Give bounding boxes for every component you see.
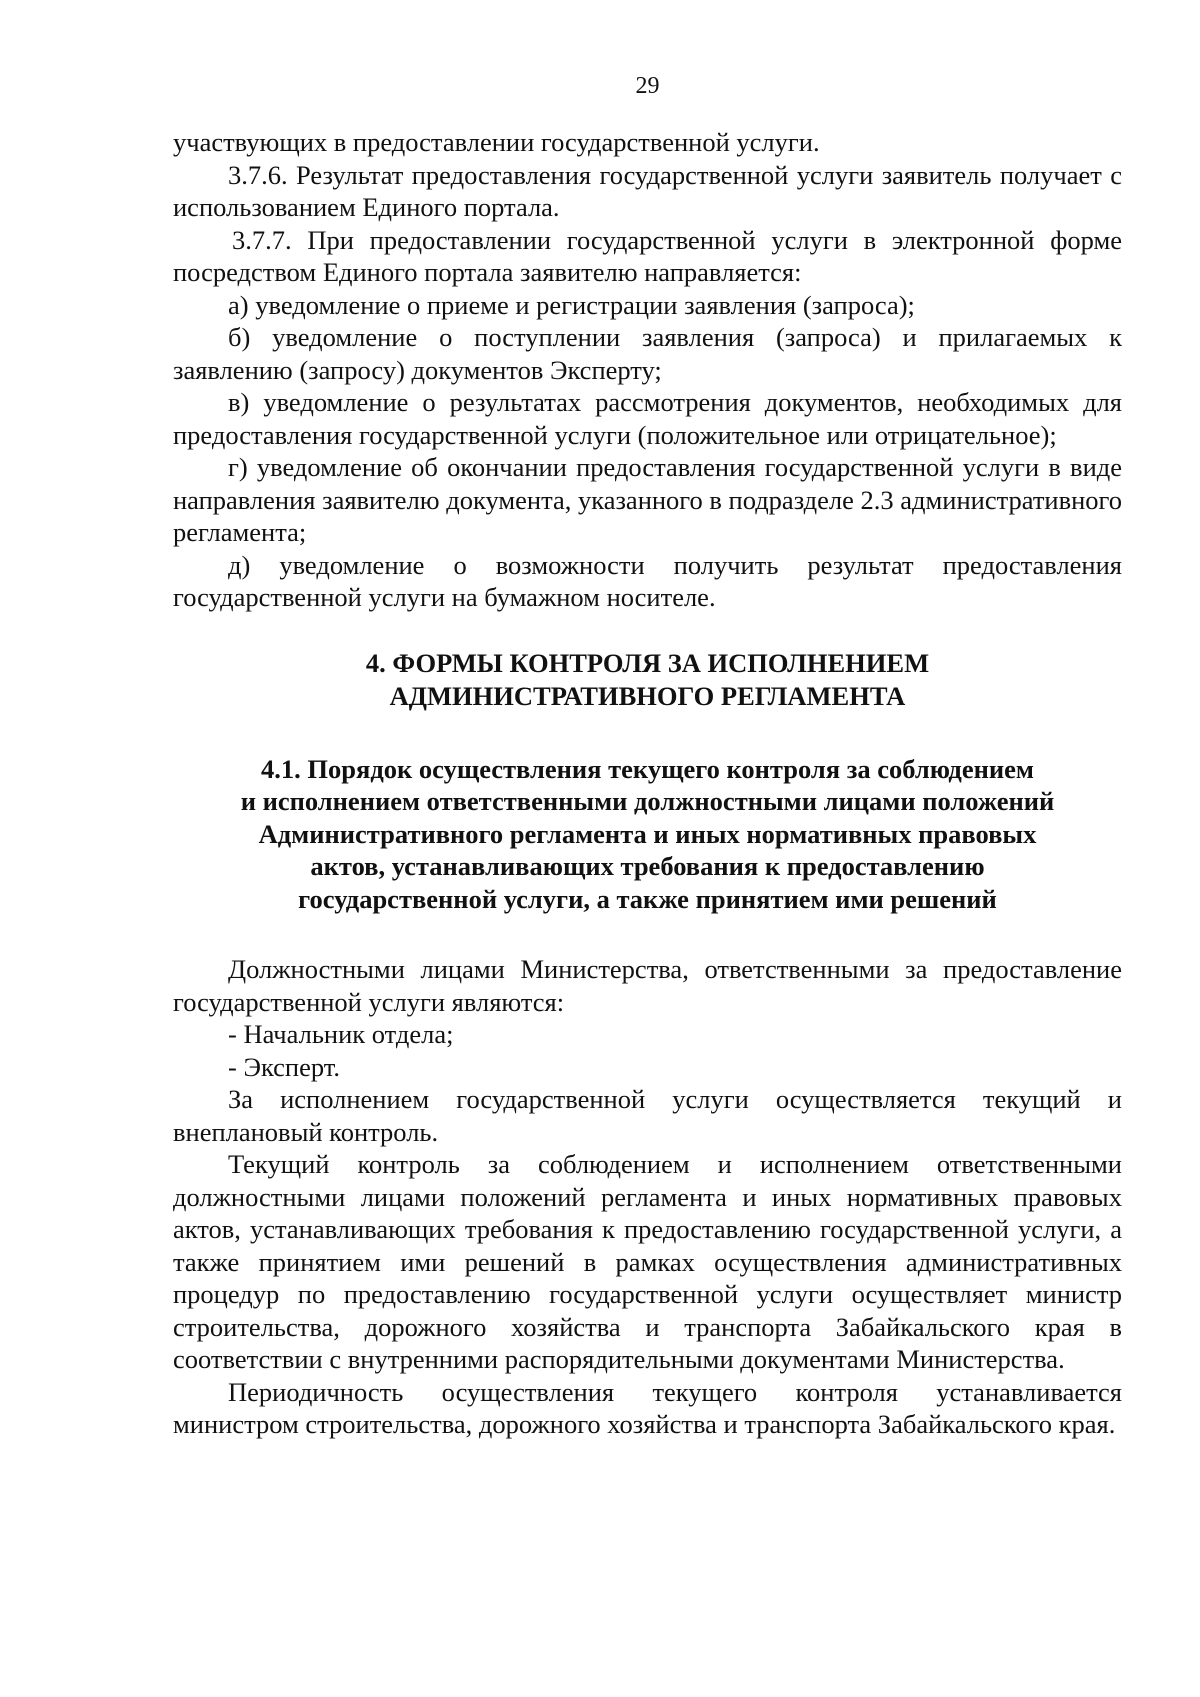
section-title-line: АДМИНИСТРАТИВНОГО РЕГЛАМЕНТА — [389, 680, 906, 711]
document-page — [173, 70, 1122, 1441]
section-title — [173, 647, 1122, 713]
list-item-v: в) уведомление о результатах рассмотрения документов, необходимых для предоставления государственной услуги (положительное или отрицательное); — [173, 387, 1122, 450]
paragraph-current-control: Текущий контроль за соблюдением и исполнением ответственными должностными лицами положений регламента и иных нормативных правовых актов, устанавливающих требования к предоставлению государственной услуги, а также принятием ими решений в рамках осуществления административных процедур по предоставлению государственной услуги осуществляет министр строительства, дорожного хозяйства и транспорта Забайкальского края в соответствии с внутренними распорядительными документами Министерства. — [173, 1149, 1122, 1374]
subsection-title-line: Административного регламента и иных нормативных правовых — [258, 818, 1037, 849]
paragraph-3-7-7: 3.7.7. При предоставлении государственной услуги в электронной форме посредством Единого портала заявителю направляется: — [173, 224, 1122, 287]
list-item-b: б) уведомление о поступлении заявления (запроса) и прилагаемых к заявлению (запросу) документов Эксперту; — [173, 322, 1122, 385]
paragraph-3-7-6: 3.7.6. Результат предоставления государственной услуги заявитель получает с использованием Единого портала. — [173, 159, 1122, 222]
subsection-title-line: государственной услуги, а также принятием ими решений — [298, 883, 997, 914]
paragraph-control-types: За исполнением государственной услуги осуществляется текущий и внеплановый контроль. — [173, 1084, 1122, 1147]
subsection-title-line: 4.1. Порядок осуществления текущего контроля за соблюдением — [261, 753, 1034, 784]
list-item-expert: - Эксперт. — [228, 1051, 340, 1082]
section-title-line: 4. ФОРМЫ КОНТРОЛЯ ЗА ИСПОЛНЕНИЕМ — [365, 647, 930, 678]
subsection-title-line: актов, устанавливающих требования к предоставлению — [310, 851, 985, 881]
list-item-head: - Начальник отдела; — [228, 1019, 454, 1049]
list-item-a: а) уведомление о приеме и регистрации заявления (запроса); — [228, 289, 915, 320]
subsection-title — [173, 753, 1122, 916]
paragraph-periodicity: Периодичность осуществления текущего контроля устанавливается министром строительства, дорожного хозяйства и транспорта Забайкальского края. — [173, 1376, 1122, 1439]
paragraph-continuation: участвующих в предоставлении государственной услуги. — [173, 127, 820, 157]
list-item-d: д) уведомление о возможности получить результат предоставления государственной услуги на бумажном носителе. — [173, 549, 1122, 612]
list-item-g: г) уведомление об окончании предоставления государственной услуги в виде направления заявителю документа, указанного в подразделе 2.3 административного регламента; — [173, 452, 1123, 547]
subsection-title-line: и исполнением ответственными должностными лицами положений — [240, 786, 1055, 816]
page-number: 29 — [635, 73, 660, 99]
paragraph-officials: Должностными лицами Министерства, ответственными за предоставление государственной услуги являются: — [173, 954, 1122, 1017]
